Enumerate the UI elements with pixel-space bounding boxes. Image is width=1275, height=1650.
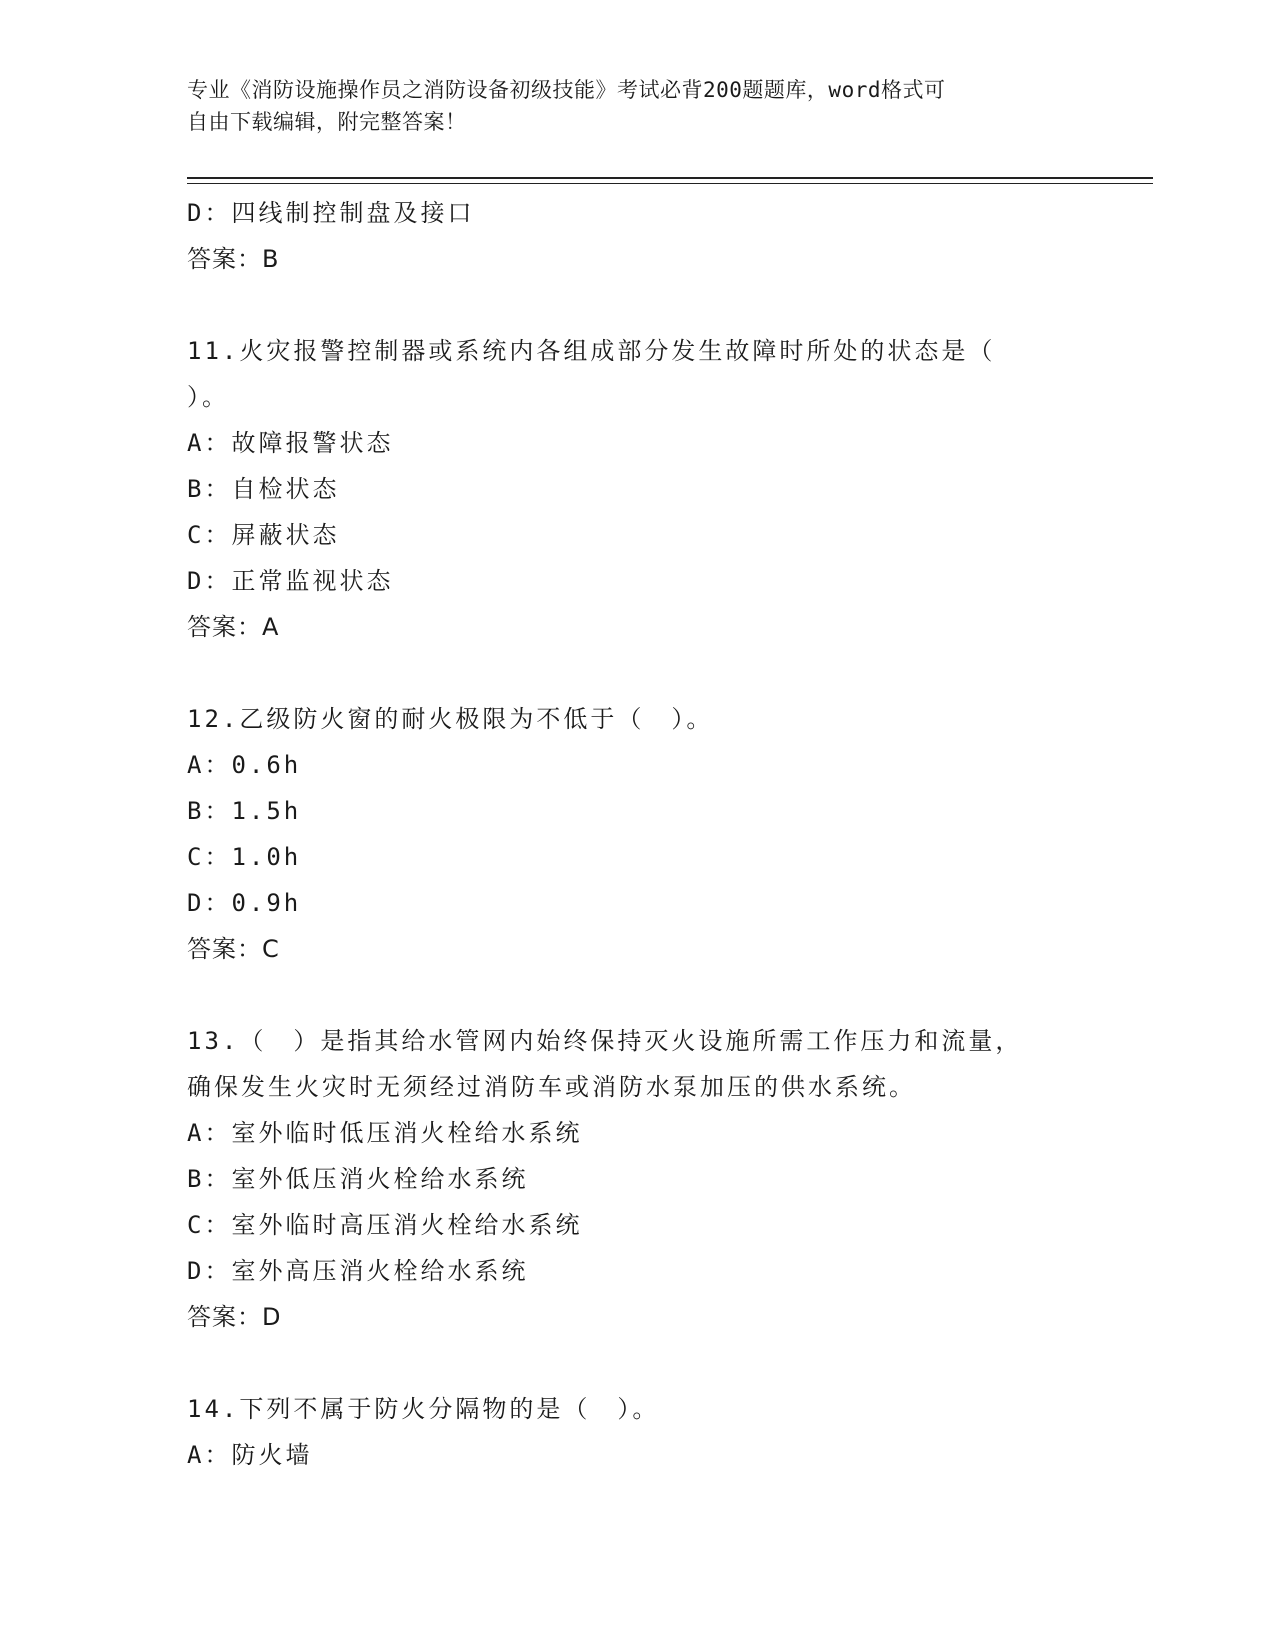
option-b: B：室外低压消火栓给水系统 (187, 1165, 529, 1193)
header-line-2: 自由下载编辑，附完整答案！ (187, 110, 467, 134)
question-text-continued: 确保发生火灾时无须经过消防车或消防水泵加压的供水系统。 (187, 1073, 916, 1101)
option-a: A：0.6h (187, 751, 302, 779)
question-text: 12.乙级防火窗的耐火极限为不低于（ ）。 (187, 705, 714, 733)
option-b: B：自检状态 (187, 475, 340, 503)
question-list (187, 190, 1087, 1478)
option-b: B：1.5h (187, 797, 302, 825)
option-d: D：0.9h (187, 889, 302, 917)
option-c: C：室外临时高压消火栓给水系统 (187, 1211, 583, 1239)
option-c: C：1.0h (187, 843, 302, 871)
question-14 (187, 1386, 1087, 1478)
question-text: 13.（ ）是指其给水管网内始终保持灭火设施所需工作压力和流量， (187, 1027, 1023, 1055)
document-header (187, 74, 1087, 138)
question-text: 14.下列不属于防火分隔物的是（ ）。 (187, 1395, 660, 1423)
option-c: C：屏蔽状态 (187, 521, 340, 549)
option-a: A：防火墙 (187, 1441, 313, 1469)
answer-line: 答案：D (187, 1303, 282, 1331)
header-divider-thick (187, 177, 1153, 179)
option-a: A：故障报警状态 (187, 429, 394, 457)
answer-line: 答案：C (187, 935, 280, 963)
question-13 (187, 1018, 1087, 1340)
question-12 (187, 696, 1087, 972)
answer-line: 答案：A (187, 613, 280, 641)
answer-line: 答案：B (187, 245, 280, 273)
question-text-continued: ）。 (187, 383, 229, 411)
question-11 (187, 328, 1087, 650)
header-line-1: 专业《消防设施操作员之消防设备初级技能》考试必背200题题库，word格式可 (187, 78, 946, 102)
question-text: 11.火灾报警控制器或系统内各组成部分发生故障时所处的状态是（ (187, 337, 996, 365)
option-d: D：正常监视状态 (187, 567, 394, 595)
option-a: A：室外临时低压消火栓给水系统 (187, 1119, 583, 1147)
option-d: D：室外高压消火栓给水系统 (187, 1257, 529, 1285)
header-divider-thin (187, 183, 1153, 184)
question-10-tail (187, 190, 1087, 282)
option-d: D：四线制控制盘及接口 (187, 199, 475, 227)
